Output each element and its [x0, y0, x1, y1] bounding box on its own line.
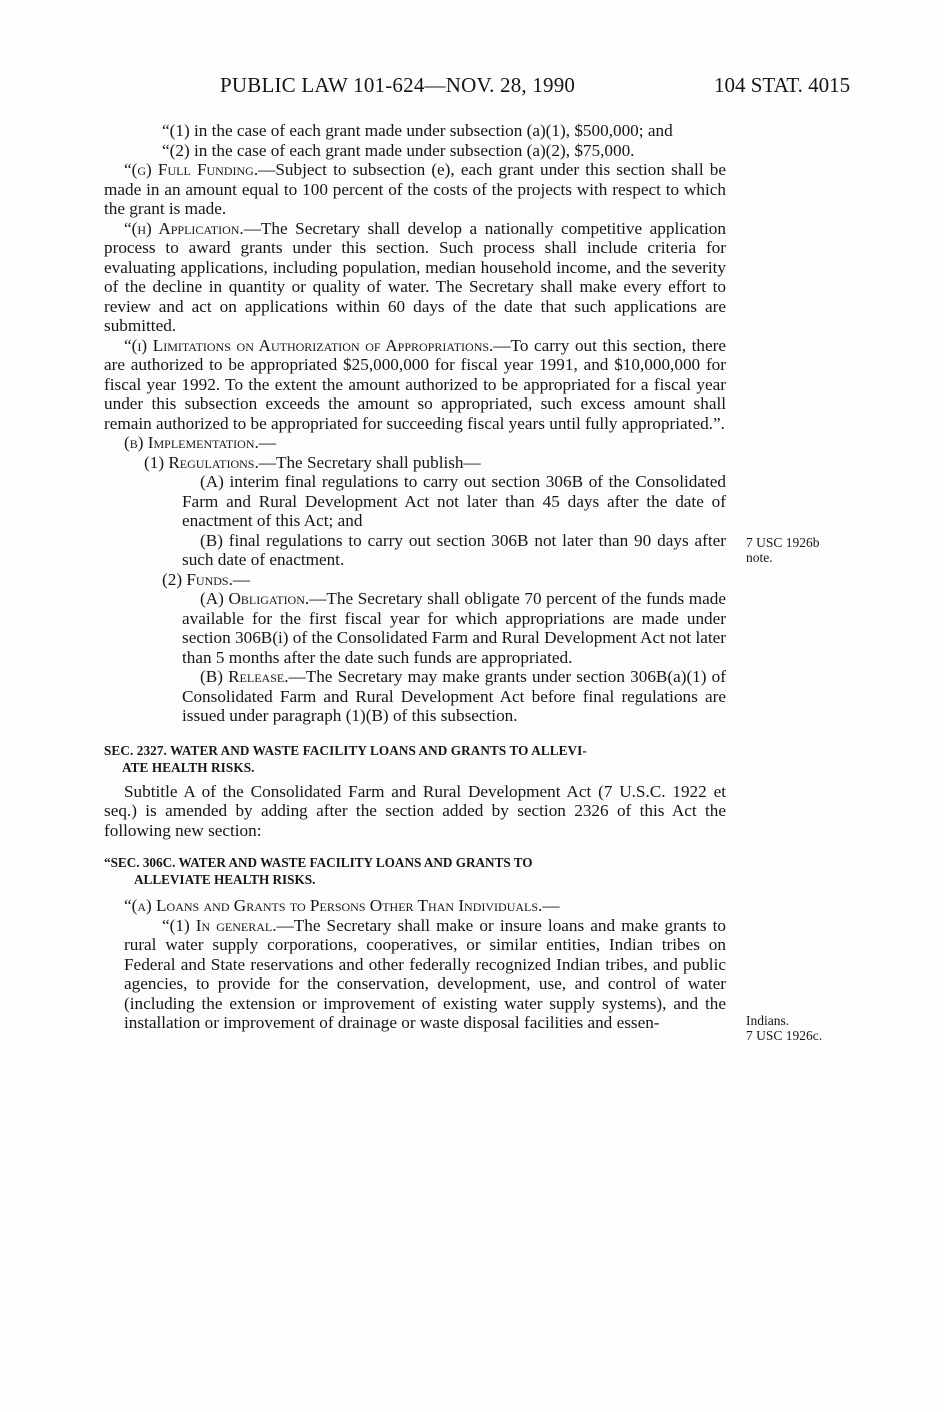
text-release: —The Secretary may make grants under section 306B(a)(1) of Consolidated Farm and Rural Development Act before final regulations are issued under paragraph (1)(B) of this subsection.	[182, 667, 726, 725]
section-2327-heading-line2: ATE HEALTH RISKS.	[122, 759, 255, 775]
paragraph-b1	[104, 453, 726, 473]
margin-note-indians-line2: 7 USC 1926c.	[746, 1028, 823, 1043]
text-full-funding: —Subject to subsection (e), each grant under this section shall be made in an amount equal to 100 percent of the costs of the projects with respect to which the grant is made.	[104, 160, 726, 218]
paragraph-306c-a	[104, 896, 726, 916]
margin-note-usc-1926b-line2: note.	[746, 550, 773, 565]
paragraph-i	[104, 336, 726, 434]
heading-in-general: “(1) In general.	[162, 915, 277, 935]
paragraph-b	[104, 433, 726, 453]
paragraph-g	[104, 160, 726, 219]
text-funds: —	[232, 569, 251, 589]
text-application: —The Secretary shall develop a nationally competitive application process to award grants under this section. Such process shall include criteria for evaluating applications, including population, median household income, and the severity of the decline in quantity or quality of water. The Secretary shall make every effort to review and act on applications within 60 days of the date that such applications are submitted.	[104, 218, 726, 335]
heading-full-funding: “(g) Full Funding.	[124, 160, 259, 179]
heading-regulations: (1) Regulations.	[144, 452, 259, 472]
heading-obligation: (A) Obligation.	[200, 589, 310, 608]
paragraph-b2	[104, 570, 726, 590]
section-306c-heading	[104, 854, 726, 888]
paragraph-b2b	[104, 667, 726, 726]
text-in-general: —The Secretary shall make or insure loans and make grants to rural water supply corporations, cooperatives, or similar entities, Indian tribes on Federal and State reservations and other federally recognized Indian tribes, and public agencies, to provide for the conservation, development, use, and control of water (including the extension or improvement of existing water supply systems), and the installation or improvement of drainage or waste disposal facilities and essen-	[124, 915, 726, 1032]
text-regulations: —The Secretary shall publish—	[258, 452, 481, 472]
text-obligation: —The Secretary shall obligate 70 percent of the funds made available for the first fiscal year for which appropriations are made under section 306B(i) of the Consolidated Farm and Rural Development Act not later than 5 months after the date such funds are appropriated.	[182, 589, 726, 667]
paragraph-f1: “(1) in the case of each grant made under subsection (a)(1), $500,000; and	[162, 121, 673, 140]
running-header-page: 104 STAT. 4015	[714, 73, 851, 97]
paragraph-2327-intro: Subtitle A of the Consolidated Farm and Rural Development Act (7 U.S.C. 1922 et seq.) is amended by adding after the section added by section 2326 of this Act the following new section:	[104, 781, 726, 840]
paragraph-b1a: (A) interim final regulations to carry out section 306B of the Consolidated Farm and Rural Development Act not later than 45 days after the date of enactment of this Act; and	[182, 472, 726, 530]
heading-application: “(h) Application.	[124, 218, 244, 238]
margin-note-indians-line1: Indians.	[746, 1013, 790, 1028]
paragraph-306c-a1	[104, 916, 726, 1033]
paragraph-f2: “(2) in the case of each grant made under subsection (a)(2), $75,000.	[162, 140, 635, 160]
text-limitations: —To carry out this section, there are authorized to be appropriated $25,000,000 for fiscal year 1991, and $10,000,000 for fiscal year 1992. To the extent the amount authorized to be appropriated for a fiscal year under this subsection exceeds the amount so appropriated, such excess amount shall remain authorized to be appropriated for succeeding fiscal years until fully appropriated.”.	[104, 335, 726, 433]
section-306c-heading-line2: ALLEVIATE HEALTH RISKS.	[134, 872, 316, 887]
paragraph-h	[104, 219, 726, 336]
margin-note-usc-1926b	[746, 535, 820, 565]
margin-note-usc-1926b-line1: 7 USC 1926b	[746, 535, 820, 550]
main-text-column	[104, 121, 726, 1033]
heading-funds: (2) Funds.	[162, 569, 233, 589]
heading-release: (B) Release.	[200, 667, 289, 686]
paragraph-b1b: (B) final regulations to carry out section 306B not later than 90 days after such date of enactment.	[182, 530, 726, 569]
heading-implementation: (b) Implementation.	[124, 433, 259, 452]
section-306c-heading-line1: “SEC. 306C. WATER AND WASTE FACILITY LOANS AND GRANTS TO	[104, 855, 533, 870]
paragraph-b2a	[104, 589, 726, 667]
text-implementation: —	[258, 433, 276, 452]
section-2327-heading-line1: SEC. 2327. WATER AND WASTE FACILITY LOANS AND GRANTS TO ALLEVI-	[104, 742, 587, 758]
heading-loans-and-grants: “(a) Loans and Grants to Persons Other Than Individuals.	[124, 896, 543, 915]
running-header-title: PUBLIC LAW 101-624—NOV. 28, 1990	[220, 73, 576, 97]
heading-limitations: “(i) Limitations on Authorization of Appropriations.	[124, 335, 494, 355]
section-2327-heading	[104, 742, 726, 776]
margin-note-indians	[746, 1013, 822, 1043]
text-loans-and-grants: —	[542, 896, 560, 915]
